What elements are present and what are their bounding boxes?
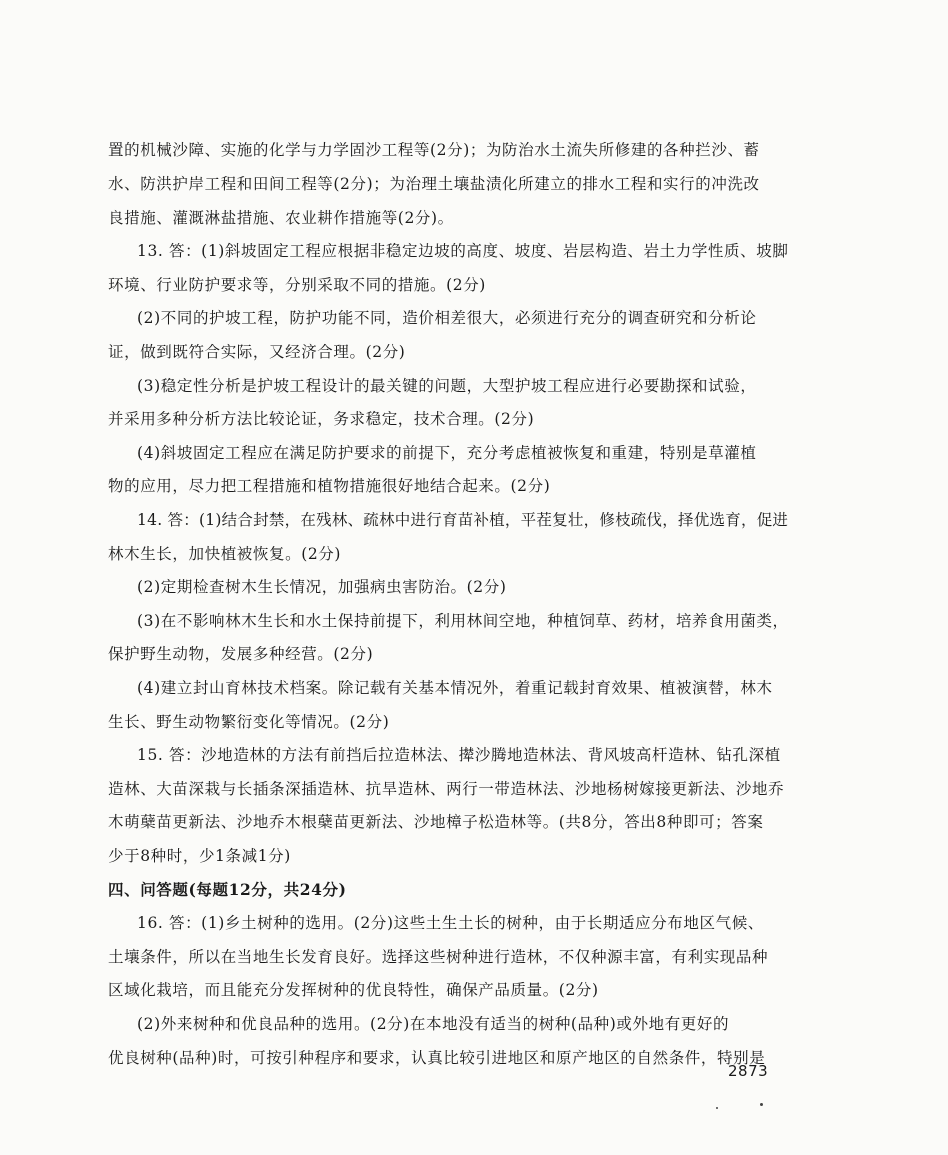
text-line: 水、防洪护岸工程和田间工程等(2分)；为治理土壤盐渍化所建立的排水工程和实行的冲洗改 (108, 175, 760, 193)
scan-speck (760, 1103, 763, 1106)
text-line: (3)在不影响林木生长和水土保持前提下，利用林间空地，种植饲草、药材，培养食用菌类， (137, 612, 789, 630)
text-line: 木萌蘖苗更新法、沙地乔木根蘖苗更新法、沙地樟子松造林等。(共8分，答出8种即可；答案 (108, 813, 764, 831)
text-line: 生长、野生动物繁衍变化等情况。(2分) (108, 713, 390, 731)
text-line: 区域化栽培，而且能充分发挥树种的优良特性，确保产品质量。(2分) (108, 981, 599, 999)
text-line: (4)建立封山育林技术档案。除记载有关基本情况外，着重记载封育效果、植被演替，林木 (137, 679, 773, 697)
text-line: 造林、大苗深栽与长插条深插造林、抗旱造林、两行一带造林法、沙地杨树嫁接更新法、沙地乔 (108, 780, 785, 798)
scan-speck (716, 1107, 718, 1109)
text-line: (2)定期检查树木生长情况，加强病虫害防治。(2分) (137, 578, 507, 596)
text-line: 15. 答：沙地造林的方法有前挡后拉造林法、撵沙腾地造林法、背风坡高杆造林、钻孔深植 (137, 746, 781, 764)
text-line: (2)外来树种和优良品种的选用。(2分)在本地没有适当的树种(品种)或外地有更好的 (137, 1015, 730, 1033)
text-line: 良措施、灌溉淋盐措施、农业耕作措施等(2分)。 (108, 209, 454, 227)
text-line: (4)斜坡固定工程应在满足防护要求的前提下，充分考虑植被恢复和重建，特别是草灌植 (137, 444, 757, 462)
text-line: 林木生长，加快植被恢复。(2分) (108, 545, 342, 563)
text-line: 环境、行业防护要求等，分别采取不同的措施。(2分) (108, 276, 486, 294)
section-heading: 四、问答题(每题12分，共24分) (108, 880, 347, 899)
text-line: 土壤条件，所以在当地生长发育良好。选择这些树种进行造林，不仅种源丰富，有利实现品种 (108, 948, 769, 966)
text-line: 置的机械沙障、实施的化学与力学固沙工程等(2分)；为防治水土流失所修建的各种拦沙、蓄 (108, 141, 760, 159)
text-line: 保护野生动物，发展多种经营。(2分) (108, 645, 374, 663)
text-line: 14. 答：(1)结合封禁，在残林、疏林中进行育苗补植，平茬复壮，修枝疏伐，择优选育，促进 (137, 511, 789, 529)
text-line: (3)稳定性分析是护坡工程设计的最关键的问题，大型护坡工程应进行必要勘探和试验， (137, 377, 757, 395)
text-line: 13. 答：(1)斜坡固定工程应根据非稳定边坡的高度、坡度、岩层构造、岩土力学性质、坡脚 (137, 242, 789, 260)
text-line: 并采用多种分析方法比较论证，务求稳定，技术合理。(2分) (108, 410, 535, 428)
text-line: 证，做到既符合实际，又经济合理。(2分) (108, 343, 406, 361)
text-line: (2)不同的护坡工程，防护功能不同，造价相差很大，必须进行充分的调查研究和分析论 (137, 309, 757, 327)
text-line: 优良树种(品种)时，可按引种程序和要求，认真比较引进地区和原产地区的自然条件，特别是 (108, 1049, 766, 1067)
page-number: 2873 (728, 1062, 769, 1080)
text-line: 少于8种时，少1条减1分) (108, 847, 291, 865)
text-line: 16. 答：(1)乡土树种的选用。(2分)这些土生土长的树种，由于长期适应分布地区气候、 (137, 914, 764, 932)
text-line: 物的应用，尽力把工程措施和植物措施很好地结合起来。(2分) (108, 477, 551, 495)
